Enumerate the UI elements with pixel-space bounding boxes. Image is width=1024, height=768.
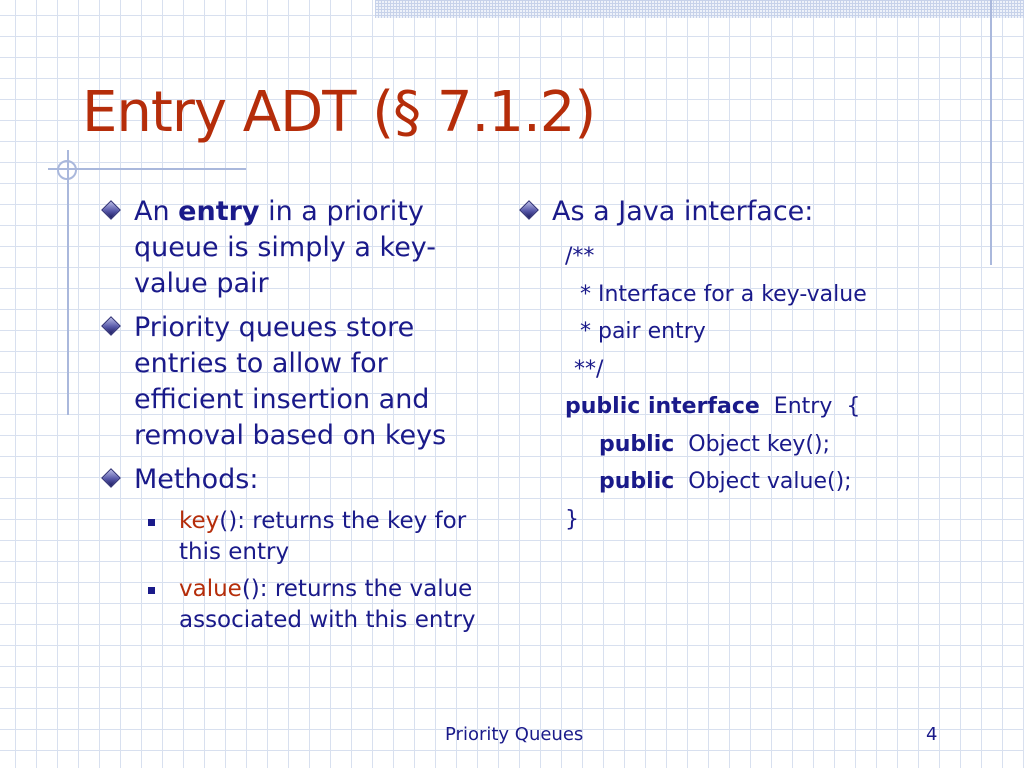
bold-term: entry xyxy=(178,196,260,227)
code-text: Object value(); xyxy=(674,469,852,494)
method-name: key xyxy=(179,508,220,534)
bullet-entry-definition xyxy=(100,194,495,302)
bullet-text: in a priority queue is simply a key-value pair xyxy=(134,196,437,299)
code-line xyxy=(599,463,988,501)
diamond-bullet-icon xyxy=(101,468,121,488)
page-number: 4 xyxy=(926,724,938,745)
sub-bullet-key xyxy=(145,506,495,568)
code-line xyxy=(565,388,988,426)
code-line: **/ xyxy=(567,356,604,382)
bullet-text: Methods: xyxy=(134,464,259,495)
decor-horizontal-line xyxy=(48,168,246,170)
method-description: (): returns the key for this entry xyxy=(179,508,467,565)
square-bullet-icon xyxy=(148,519,155,526)
bullet-java-interface xyxy=(518,194,988,230)
bullet-storage xyxy=(100,310,495,454)
sub-bullet-value xyxy=(145,574,495,636)
right-column xyxy=(518,194,988,538)
slide-title: Entry ADT (§ 7.1.2) xyxy=(82,80,596,145)
square-bullet-icon xyxy=(148,587,155,594)
footer-title: Priority Queues xyxy=(445,724,584,745)
bullet-text: Priority queues store entries to allow for efficient insertion and removal based on keys xyxy=(134,312,447,451)
method-description: (): returns the value associated with this entry xyxy=(179,576,476,633)
diamond-bullet-icon xyxy=(101,316,121,336)
code-keyword: public xyxy=(599,431,675,457)
code-keyword: public xyxy=(599,469,675,494)
code-line: * pair entry xyxy=(573,319,706,344)
method-name: value xyxy=(179,576,242,602)
code-text: Entry { xyxy=(759,394,861,419)
bullet-text: An xyxy=(134,196,179,227)
code-line xyxy=(599,426,988,464)
decor-vertical-line-left xyxy=(67,150,69,415)
code-block xyxy=(565,238,988,538)
decor-circle xyxy=(57,160,77,180)
diamond-bullet-icon xyxy=(519,200,539,220)
code-line: } xyxy=(565,506,579,532)
code-line: /** xyxy=(565,244,595,269)
diamond-bullet-icon xyxy=(101,200,121,220)
code-keyword: public interface xyxy=(565,394,760,419)
left-column xyxy=(100,194,495,642)
bullet-methods xyxy=(100,462,495,498)
bullet-text: As a Java interface: xyxy=(552,196,814,227)
top-pattern-band xyxy=(375,0,1024,18)
code-text: Object key(); xyxy=(674,431,830,457)
decor-vertical-line-right xyxy=(990,0,992,265)
code-line: * Interface for a key-value xyxy=(573,281,867,307)
